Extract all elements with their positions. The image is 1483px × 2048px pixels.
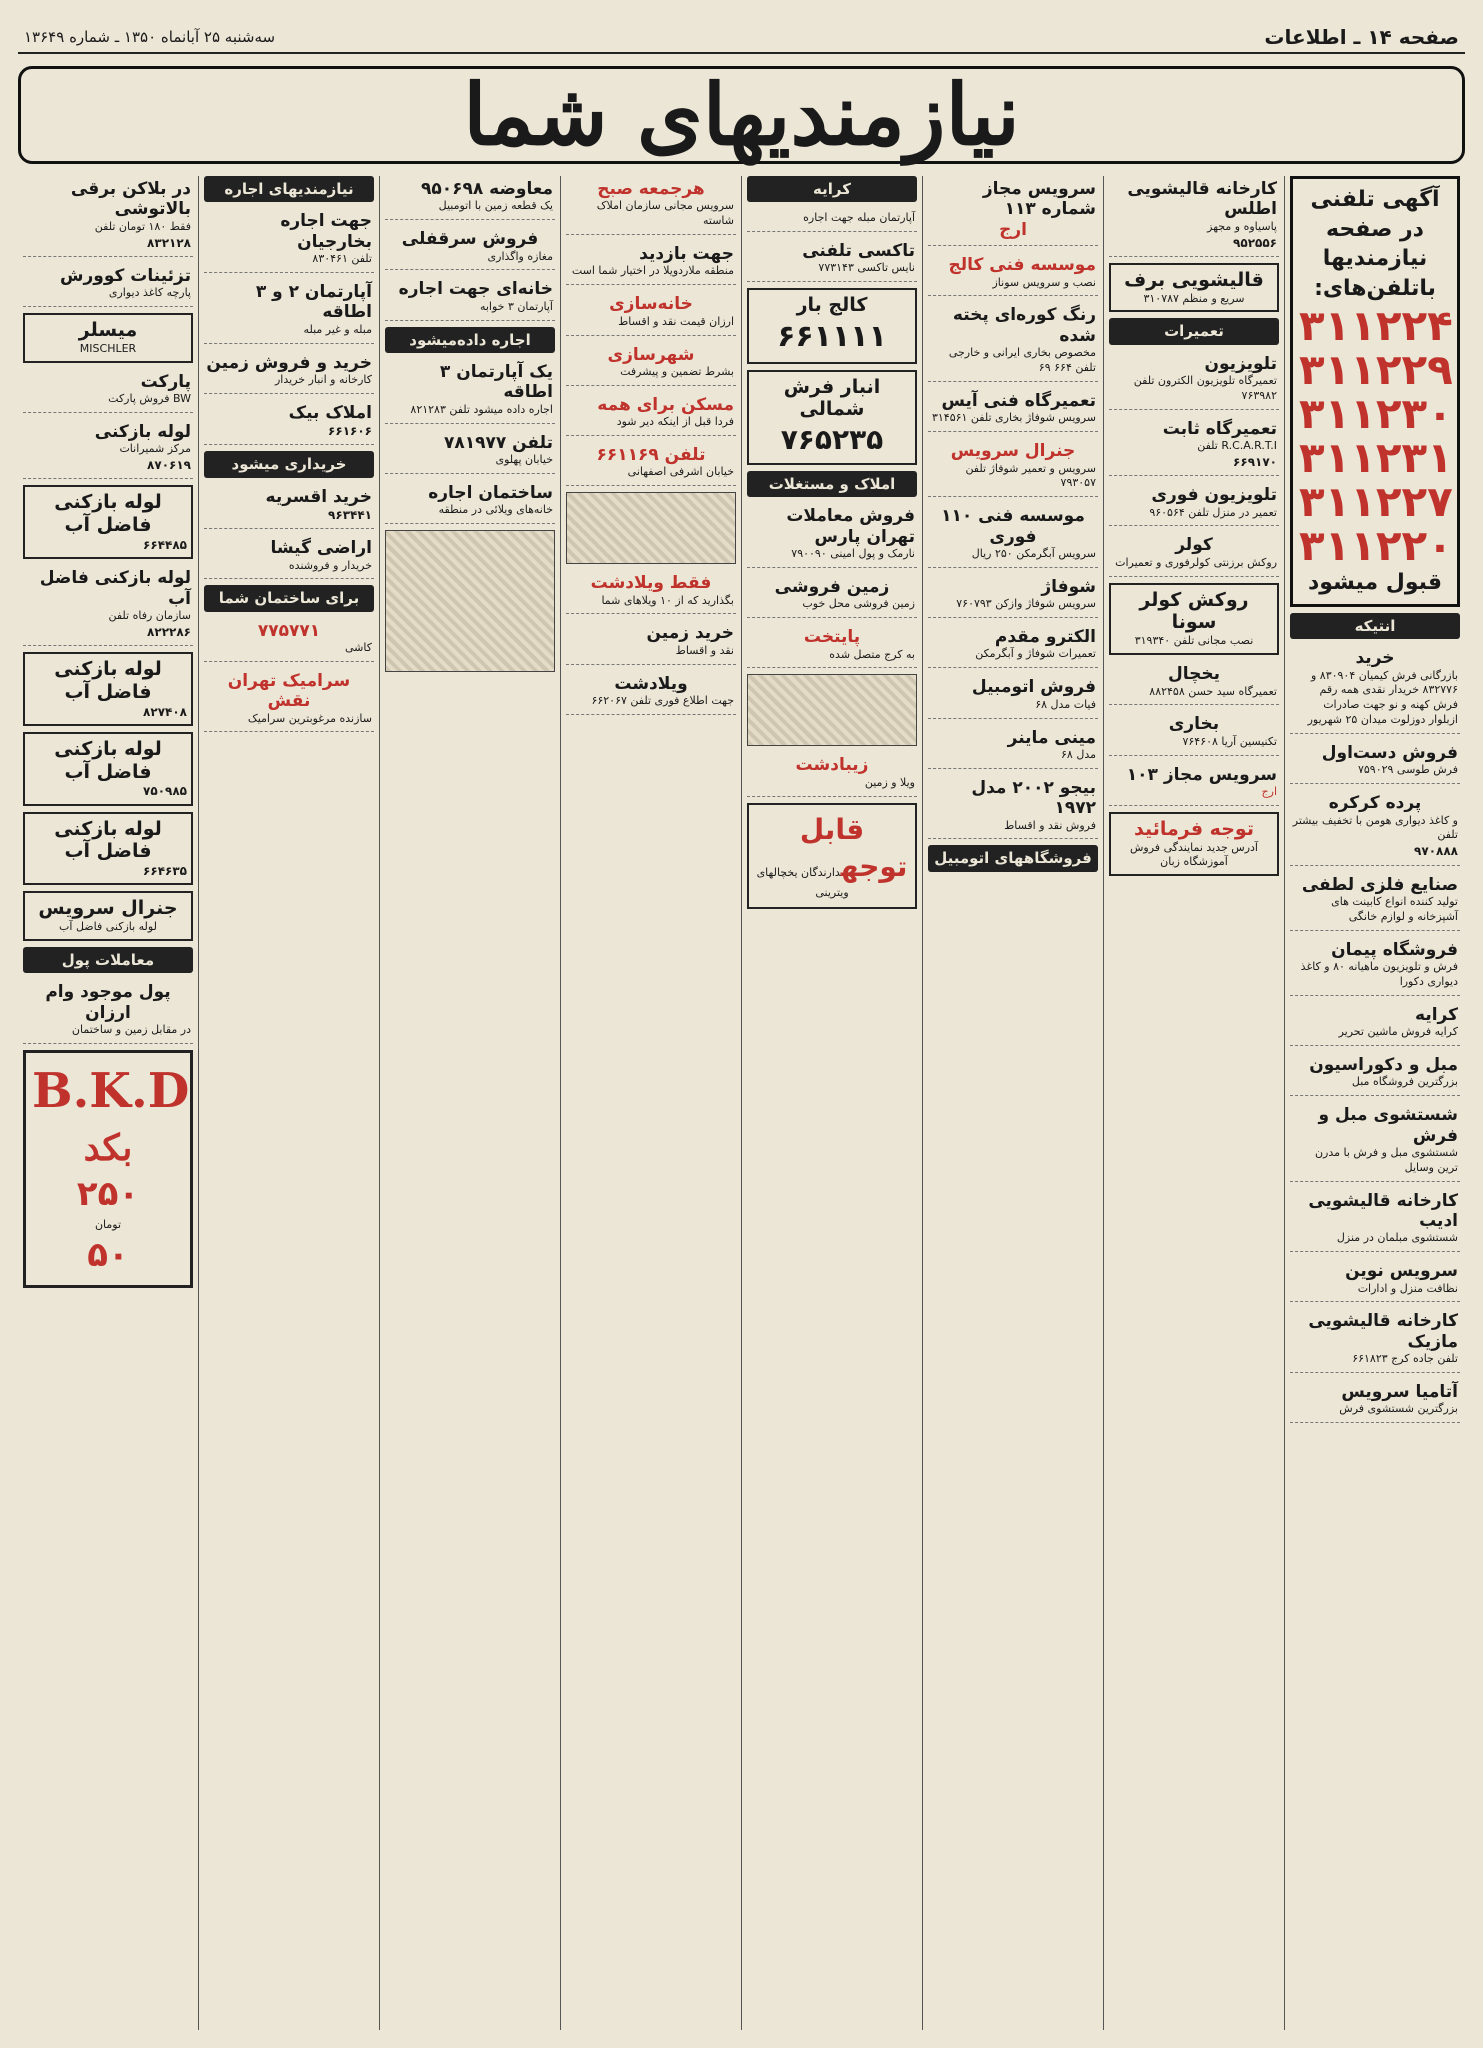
ad-item: توجه فرمائید آدرس جدید نمایندگی فروش آموزشگاه زبان bbox=[1109, 812, 1279, 876]
ad-item: سرویس مجاز ۱۰۳ ارج bbox=[1109, 762, 1279, 806]
ad-item: تعمیرگاه فنی آیس سرویس شوفاژ بخاری تلفن ۳۱۴۵۶۱ bbox=[928, 388, 1098, 432]
ad-item: قابل توجهدارندگان یخچالهای ویترینی bbox=[747, 803, 917, 909]
running-header bbox=[18, 22, 1465, 54]
ad-item: کولر روکش برزنتی کولرفوری و تعمیرات bbox=[1109, 532, 1279, 576]
column-3 bbox=[922, 176, 1103, 2030]
ad-item: لوله بازکنی فاضل آب ۸۲۷۴۰۸ bbox=[23, 652, 193, 726]
phone-number: ۳۱۱۲۲۴ bbox=[1299, 300, 1453, 350]
bkd-logo: B.K.D bbox=[32, 1062, 190, 1119]
masthead bbox=[18, 66, 1465, 164]
ad-item: کارخانه قالیشویی اطلس پاسیاوه و مجهز ۹۵۲۵۵۶ bbox=[1109, 176, 1279, 257]
column-7 bbox=[198, 176, 379, 2030]
ad-item: بخاری تکنیسین آریا ۷۶۴۶۰۸ bbox=[1109, 711, 1279, 755]
ad-item: معاوضه ۹۵۰۶۹۸ یک قطعه زمین با اتومبیل bbox=[385, 176, 555, 220]
section-banner: فروشگاههای اتومبیل bbox=[928, 845, 1098, 871]
ad-item: ۷۷۵۷۷۱ کاشی bbox=[204, 618, 374, 662]
section-banner: انتیکه bbox=[1290, 613, 1460, 639]
section-banner: معاملات پول bbox=[23, 947, 193, 973]
ad-item: تلفن ۶۶۱۱۶۹ خیابان اشرفی اصفهانی bbox=[566, 442, 736, 486]
ad-item: در بلاکن برقی بالاتوشی فقط ۱۸۰ تومان تلفن ۸۳۲۱۲۸ bbox=[23, 176, 193, 257]
masthead-title: نیازمندیهای شما bbox=[463, 65, 1020, 164]
ad-item: صنایع فلزی لطفی تولید کننده انواع کابینت های آشپزخانه و لوازم خانگی bbox=[1290, 872, 1460, 931]
ad-item: ویلادشت جهت اطلاع فوری تلفن ۶۶۲۰۶۷ bbox=[566, 671, 736, 715]
phone-number: ۳۱۱۲۳۱ bbox=[1299, 433, 1453, 483]
ad-item: کرایه کرایه فروش ماشین تحریر bbox=[1290, 1002, 1460, 1046]
ad-item: خرید اقسریه ۹۶۳۴۴۱ bbox=[204, 484, 374, 530]
column-5 bbox=[560, 176, 741, 2030]
phone-number: ۳۱۱۲۲۰ bbox=[1299, 521, 1453, 571]
bkd-price: ۲۵۰ bbox=[76, 1174, 140, 1215]
ad-item: یخچال تعمیرگاه سید حسن ۸۸۲۴۵۸ bbox=[1109, 661, 1279, 705]
ad-item: رنگ کوره‌ای پخته شده مخصوص بخاری ایرانی و خارجی تلفن ۶۶۴ ۶۹ bbox=[928, 302, 1098, 381]
column-8 bbox=[18, 176, 198, 2030]
ad-item: خانه‌ای جهت اجاره آپارتمان ۳ خوابه bbox=[385, 276, 555, 320]
ad-item: تعمیرگاه ثابت R.C.A.R.T.I تلفن ۶۶۹۱۷۰ bbox=[1109, 416, 1279, 476]
ad-item: لوله بازکنی فاضل آب ۶۶۴۴۸۵ bbox=[23, 485, 193, 559]
ad-item: کالج بار ۶۶۱۱۱۱ bbox=[747, 288, 917, 363]
section-banner: تعمیرات bbox=[1109, 318, 1279, 344]
ad-item: کارخانه قالیشویی مازیک تلفن جاده کرج ۶۶۱۸۲۳ bbox=[1290, 1308, 1460, 1373]
column-6 bbox=[379, 176, 560, 2030]
ad-item: تزئینات کوورش پارچه کاغذ دیواری bbox=[23, 263, 193, 307]
bkd-unit: تومان bbox=[94, 1218, 122, 1232]
ad-item: میسلر MISCHLER bbox=[23, 313, 193, 363]
ad-item: الکترو مقدم تعمیرات شوفاژ و آبگرمکن bbox=[928, 624, 1098, 668]
phone-number: ۳۱۱۲۲۷ bbox=[1299, 477, 1453, 527]
ad-item: فروش معاملات تهران پارس نارمک و پول امینی ۷۹۰۰۹۰ bbox=[747, 503, 917, 568]
phone-box-title: آگهی تلفنی در صفحه نیازمندیها bbox=[1310, 187, 1440, 272]
ad-item: موسسه فنی ۱۱۰ فوری سرویس آبگرمکن ۲۵۰ ریال bbox=[928, 503, 1098, 568]
ad-item: فروشگاه پیمان فرش و تلویزیون ماهیانه ۸۰ و کاغذ دیواری دکورا bbox=[1290, 937, 1460, 996]
phone-number: ۳۱۱۲۲۹ bbox=[1299, 344, 1453, 394]
ad-item: مینی ماینر مدل ۶۸ bbox=[928, 725, 1098, 769]
ad-item: اراضی گیشا خریدار و فروشنده bbox=[204, 535, 374, 579]
ad-item: سرویس نوین نظافت منزل و ادارات bbox=[1290, 1258, 1460, 1302]
column-4 bbox=[741, 176, 922, 2030]
column-1 bbox=[1284, 176, 1465, 2030]
ad-item: تلویزیون فوری تعمیر در منزل تلفن ۹۶۰۵۶۴ bbox=[1109, 482, 1279, 526]
ad-item: پایتخت به کرج متصل شده bbox=[747, 624, 917, 668]
ad-item: جنرال سرویس لوله بازکنی فاضل آب bbox=[23, 891, 193, 941]
ad-item: بیجو ۲۰۰۲ مدل ۱۹۷۲ فروش نقد و اقساط bbox=[928, 775, 1098, 840]
ad-item: جنرال سرویس سرویس و تعمیر شوفاژ تلفن ۷۹۳۰۵۷ bbox=[928, 438, 1098, 497]
ad-item: زمین فروشی زمین فروشی محل خوب bbox=[747, 574, 917, 618]
bkd-name: بکد bbox=[83, 1126, 133, 1169]
ad-item: لوله بازکنی مرکز شمیرانات ۸۷۰۶۱۹ bbox=[23, 419, 193, 479]
ad-item: تلویزیون تعمیرگاه تلویزیون الکترون تلفن ۷۶۳۹۸۲ bbox=[1109, 351, 1279, 410]
ad-item: آپارتمان ۲ و ۳ اطاقه مبله و غیر مبله bbox=[204, 279, 374, 344]
ad-item: خرید و فروش زمین کارخانه و انبار خریدار bbox=[204, 350, 374, 394]
ad-item: یک آپارتمان ۳ اطاقه اجاره داده میشود تلفن ۸۲۱۲۸۳ bbox=[385, 359, 555, 424]
ad-item: فقط ویلادشت بگذارید که از ۱۰ ویلاهای شما bbox=[566, 570, 736, 614]
ad-item: هرجمعه صبح سرویس مجانی سازمان املاک شاسته bbox=[566, 176, 736, 235]
ad-item: شستشوی مبل و فرش شستشوی مبل و فرش با مدرن ترین وسایل bbox=[1290, 1102, 1460, 1181]
section-banner: کرایه bbox=[747, 176, 917, 202]
ad-item: ساختمان اجاره خانه‌های ویلائی در منطقه bbox=[385, 480, 555, 524]
bkd-ad bbox=[23, 1050, 193, 1288]
ad-item: شوفاژ سرویس شوفاژ وازکن ۷۶۰۷۹۳ bbox=[928, 574, 1098, 618]
page-label: صفحه ۱۴ ـ اطلاعات bbox=[1264, 25, 1459, 49]
section-banner: نیازمندیهای اجاره bbox=[204, 176, 374, 202]
ad-item: شهرسازی بشرط تضمین و پیشرفت bbox=[566, 342, 736, 386]
ad-item: آتامیا سرویس بزرگترین شستشوی فرش bbox=[1290, 1379, 1460, 1423]
phone-number: ۳۱۱۲۳۰ bbox=[1299, 388, 1453, 438]
ad-item: آپارتمان مبله جهت اجاره bbox=[747, 208, 917, 232]
ad-item: سرامیک تهران نقش سازنده مرغوبترین سرامیک bbox=[204, 668, 374, 733]
ad-item: تاکسی تلفنی نایس تاکسی ۷۷۳۱۴۳ bbox=[747, 238, 917, 282]
ad-item: فروش دست‌اول فرش طوسی ۷۵۹۰۲۹ bbox=[1290, 740, 1460, 784]
ad-item: سرویس مجاز شماره ۱۱۳ ارج bbox=[928, 176, 1098, 246]
ad-item: پارکت BW فروش پارکت bbox=[23, 369, 193, 413]
phone-box-prefix: باتلفن‌های: bbox=[1314, 276, 1436, 302]
ad-item: انبار فرش شمالی ۷۶۵۲۳۵ bbox=[747, 370, 917, 465]
ad-item: لوله بازکنی فاضل آب ۷۵۰۹۸۵ bbox=[23, 732, 193, 806]
ad-item: املاک بیک ۶۶۱۶۰۶ bbox=[204, 400, 374, 446]
ad-item: تلفن ۷۸۱۹۷۷ خیابان پهلوی bbox=[385, 430, 555, 474]
phone-box-suffix: قبول میشود bbox=[1308, 570, 1442, 596]
ad-item: قالیشویی برف سریع و منظم ۳۱۰۷۸۷ bbox=[1109, 263, 1279, 313]
ad-item: خرید زمین نقد و اقساط bbox=[566, 620, 736, 664]
illustration bbox=[566, 492, 736, 564]
ad-item: پول موجود وام ارزان در مقابل زمین و ساختمان bbox=[23, 979, 193, 1044]
section-banner: املاک و مستغلات bbox=[747, 471, 917, 497]
ad-item: جهت بازدید منطقه ملاردویلا در اختیار شما است bbox=[566, 241, 736, 285]
issue-date: سه‌شنبه ۲۵ آبانماه ۱۳۵۰ ـ شماره ۱۳۶۴۹ bbox=[24, 28, 276, 46]
ad-item: خانه‌سازی ارزان قیمت نقد و اقساط bbox=[566, 291, 736, 335]
ad-item: خرید بازرگانی فرش کیمیان ۸۳۰۹۰۴ و ۸۳۲۷۷۶ خریدار نقدی همه رقم فرش کهنه و نو جهت صادرات ازبلوار دوزلوت میدان ۲۵ شهریور bbox=[1290, 645, 1460, 734]
ad-item: لوله بازکنی فاضل آب ۶۶۴۶۳۵ bbox=[23, 812, 193, 886]
ad-columns bbox=[18, 176, 1465, 2030]
bkd-price-2: ۵۰ bbox=[87, 1234, 129, 1275]
section-banner: خریداری میشود bbox=[204, 451, 374, 477]
ad-item: فروش سرقفلی مغازه واگذاری bbox=[385, 226, 555, 270]
ad-item: مسکن برای همه فردا قبل از اینکه دیر شود bbox=[566, 392, 736, 436]
ad-item: لوله بازکنی فاضل آب سازمان رفاه تلفن ۸۲۲۲۸۶ bbox=[23, 565, 193, 646]
section-banner: برای ساختمان شما bbox=[204, 585, 374, 611]
illustration bbox=[385, 530, 555, 672]
ad-item: روکش کولر سونا نصب مجانی تلفن ۳۱۹۳۴۰ bbox=[1109, 583, 1279, 655]
phone-ad-box bbox=[1290, 176, 1460, 607]
section-banner: اجاره داده‌میشود bbox=[385, 327, 555, 353]
ad-item: موسسه فنی کالج نصب و سرویس سوناز bbox=[928, 252, 1098, 296]
ad-item: زیبادشت ویلا و زمین bbox=[747, 752, 917, 796]
column-2 bbox=[1103, 176, 1284, 2030]
ad-item: مبل و دکوراسیون بزرگترین فروشگاه مبل bbox=[1290, 1052, 1460, 1096]
ad-item: فروش اتومبیل فیات مدل ۶۸ bbox=[928, 674, 1098, 718]
illustration bbox=[747, 674, 917, 746]
ad-item: جهت اجاره بخارجیان تلفن ۸۳۰۴۶۱ bbox=[204, 208, 374, 273]
ad-item: کارخانه قالیشویی ادیب شستشوی مبلمان در منزل bbox=[1290, 1188, 1460, 1253]
ad-item: پرده کرکره و کاغذ دیواری هومن با تخفیف بیشتر تلفن ۹۷۰۸۸۸ bbox=[1290, 790, 1460, 865]
